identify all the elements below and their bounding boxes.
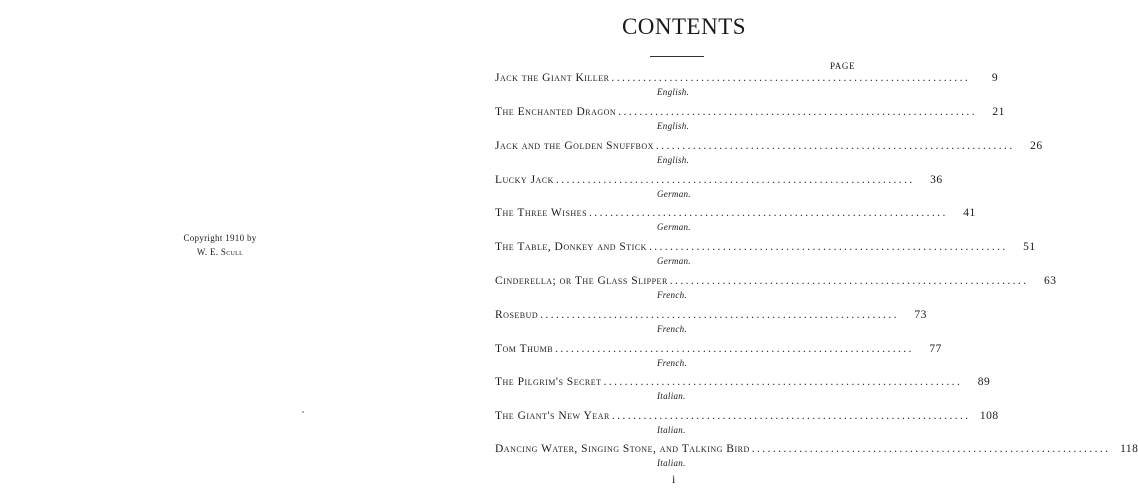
- copyright-notice: [150, 231, 290, 259]
- entry-page: 73: [914, 309, 927, 321]
- entry-origin: French.: [657, 324, 688, 334]
- entry-page: 77: [929, 343, 942, 355]
- dot-leader: ....................................................................: [655, 140, 1015, 152]
- contents-page: [490, 0, 1138, 489]
- entry-origin: English.: [657, 87, 690, 97]
- dot-leader: ....................................................................: [611, 410, 971, 422]
- toc-entry: [495, 376, 991, 406]
- entry-page: 51: [1023, 241, 1036, 253]
- paper-speck: [302, 411, 304, 413]
- toc-entry: [495, 443, 1138, 473]
- toc-entry: [495, 309, 927, 339]
- toc-entry: [495, 275, 1057, 305]
- page-folio: i: [672, 472, 676, 486]
- entry-page: 21: [992, 106, 1005, 118]
- entry-title: Dancing Water, Singing Stone, and Talking Bird: [495, 443, 750, 455]
- dot-leader: ....................................................................: [669, 275, 1029, 287]
- entry-title: The Table, Donkey and Stick: [495, 241, 647, 253]
- dot-leader: ....................................................................: [555, 174, 915, 186]
- entry-title: Jack the Giant Killer: [495, 72, 610, 84]
- page-column-label: PAGE: [830, 61, 856, 71]
- copyright-line: Copyright 1910 by: [183, 233, 257, 243]
- entry-title: Jack and the Golden Snuffbox: [495, 140, 654, 152]
- entry-origin: Italian.: [657, 391, 686, 401]
- toc-entry: [495, 72, 999, 102]
- toc-entry: [495, 174, 943, 204]
- copyright-page: [0, 0, 440, 489]
- entry-origin: French.: [657, 358, 688, 368]
- toc-entry: [495, 241, 1036, 271]
- entry-page: 41: [963, 207, 976, 219]
- entry-title: The Three Wishes: [495, 207, 588, 219]
- entry-page: 108: [979, 410, 999, 422]
- entry-title: Rosebud: [495, 309, 539, 321]
- toc-entry: [495, 140, 1043, 170]
- dot-leader: ....................................................................: [618, 106, 977, 118]
- entry-origin: Italian.: [657, 425, 686, 435]
- contents-heading: CONTENTS: [621, 14, 747, 39]
- dot-leader: ....................................................................: [555, 343, 914, 355]
- toc-entry: [495, 343, 942, 373]
- toc-entry: [495, 106, 1005, 136]
- entry-page: 36: [930, 174, 943, 186]
- heading-rule: [650, 56, 704, 57]
- dot-leader: ....................................................................: [611, 72, 971, 84]
- entry-title: The Pilgrim's Secret: [495, 376, 602, 388]
- entry-origin: French.: [657, 290, 688, 300]
- entry-origin: German.: [657, 222, 691, 232]
- dot-leader: ....................................................................: [648, 241, 1008, 253]
- copyright-holder: W. E. Scull: [196, 247, 244, 257]
- toc-entry: [495, 207, 976, 237]
- toc-entry: [495, 410, 999, 440]
- entry-title: Cinderella; or The Glass Slipper: [495, 275, 668, 287]
- dot-leader: ....................................................................: [751, 443, 1111, 455]
- entry-origin: German.: [657, 256, 691, 266]
- entry-title: The Enchanted Dragon: [495, 106, 617, 118]
- entry-title: Lucky Jack: [495, 174, 554, 186]
- entry-page: 63: [1043, 275, 1057, 287]
- entry-title: Tom Thumb: [495, 343, 554, 355]
- entry-origin: English.: [657, 155, 690, 165]
- entry-origin: German.: [657, 189, 691, 199]
- entry-page: 9: [991, 72, 999, 84]
- entry-page: 118: [1120, 443, 1138, 455]
- dot-leader: ....................................................................: [603, 376, 963, 388]
- entry-page: 26: [1030, 140, 1043, 152]
- dot-leader: ....................................................................: [540, 309, 899, 321]
- entry-origin: Italian.: [657, 458, 686, 468]
- entry-page: 89: [977, 376, 991, 388]
- entry-origin: English.: [657, 121, 690, 131]
- dot-leader: ....................................................................: [589, 207, 948, 219]
- entry-title: The Giant's New Year: [495, 410, 610, 422]
